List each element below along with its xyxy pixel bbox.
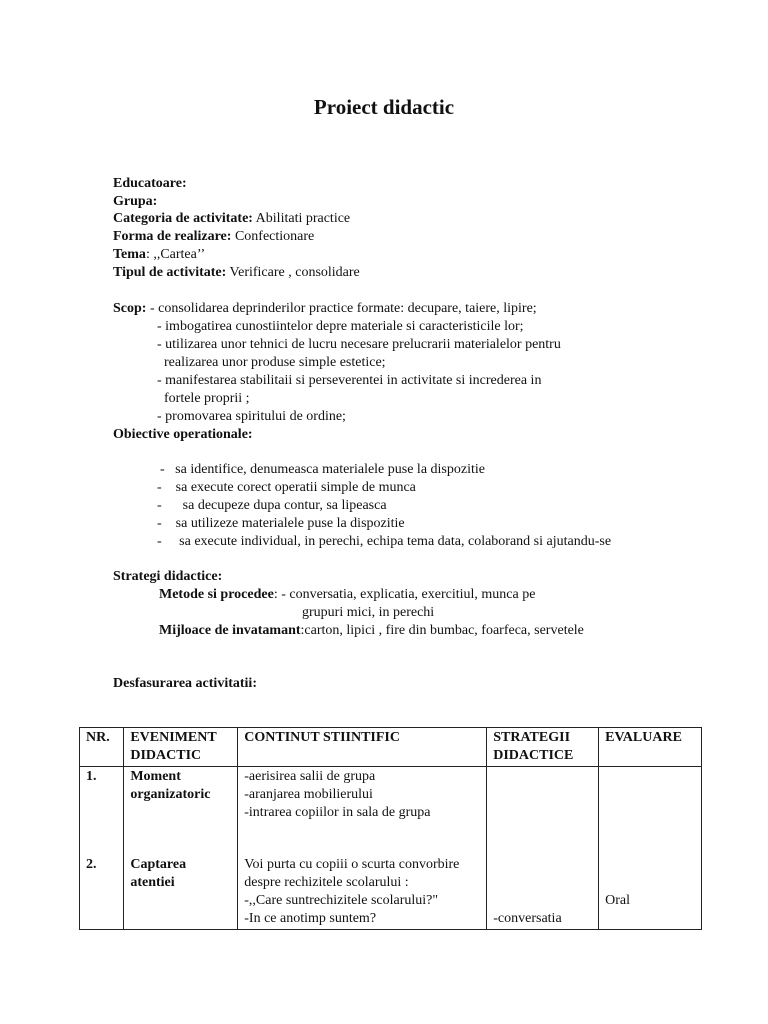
- field-label: Educatoare:: [113, 176, 187, 191]
- field-label: Tema: [113, 247, 146, 262]
- scop-line: - utilizarea unor tehnici de lucru necesare prelucrarii materialelor pentru: [157, 337, 561, 352]
- obiectiv-item: - sa decupeze dupa contur, sa lipeasca: [157, 498, 387, 513]
- mijloace-line: [159, 622, 584, 640]
- obiectiv-item: - sa execute corect operatii simple de munca: [157, 480, 416, 495]
- metode-line-cont: grupuri mici, in perechi: [302, 605, 435, 620]
- document-title: Proiect didactic: [313, 95, 455, 119]
- table-header-row: [80, 728, 702, 767]
- scop-line: [113, 300, 537, 318]
- scop-line: - promovarea spiritului de ordine;: [157, 409, 346, 424]
- row-evaluare: Oral: [599, 767, 702, 930]
- desfasurare-heading: Desfasurarea activitatii:: [113, 676, 257, 691]
- field-value: : ,,Cartea’’: [145, 247, 206, 262]
- obiectiv-item: - sa execute individual, in perechi, echipa tema data, colaborand si ajutandu-se: [157, 534, 612, 549]
- row-nr: 1. 2.: [80, 767, 124, 930]
- obiectiv-item: - sa utilizeze materialele puse la dispozitie: [157, 516, 405, 531]
- scop-line: - manifestarea stabilitaii si perseverentei in activitate si increderea in: [157, 373, 542, 388]
- obiectiv-item: - sa identifice, denumeasca materialele puse la dispozitie: [160, 462, 485, 477]
- field-label: Forma de realizare:: [113, 229, 232, 244]
- scop-line: realizarea unor produse simple estetice;: [164, 355, 386, 370]
- field-value: Confectionare: [231, 229, 315, 244]
- header-strategii: STRATEGII DIDACTICE: [487, 728, 599, 767]
- field-tipul: [113, 264, 360, 282]
- metode-line: [159, 586, 535, 604]
- row-continut: -aerisirea salii de grupa -aranjarea mobilierului -intrarea copiilor in sala de grupa Voi purta cu copiii o scurta convorbire despre rechizitele scolarului : -,,Care suntrechizitele scolarului?" -In ce anotimp suntem?: [238, 767, 487, 930]
- scop-text: - consolidarea deprinderilor practice formate: decupare, taiere, lipire;: [146, 301, 537, 316]
- field-tema: [113, 246, 205, 264]
- table-row: [80, 767, 702, 930]
- field-label: Grupa:: [113, 194, 158, 209]
- activity-table: [79, 727, 702, 930]
- header-eveniment: EVENIMENT DIDACTIC: [124, 728, 238, 767]
- scop-line: fortele proprii ;: [164, 391, 250, 406]
- row-eveniment: Moment organizatoric Captarea atentiei: [124, 767, 238, 930]
- field-label: Tipul de activitate:: [113, 265, 227, 280]
- field-forma: [113, 228, 314, 246]
- metode-value: : - conversatia, explicatia, exercitiul, munca pe: [273, 587, 536, 602]
- header-continut: CONTINUT STIINTIFIC: [238, 728, 487, 767]
- mijloace-label: Mijloace de invatamant: [159, 623, 301, 638]
- scop-line: - imbogatirea cunostiintelor depre materiale si caracteristicile lor;: [157, 319, 524, 334]
- row-strategii: -conversatia: [487, 767, 599, 930]
- header-nr: NR.: [80, 728, 124, 767]
- mijloace-value: :carton, lipici , fire din bumbac, foarfeca, servetele: [300, 623, 584, 638]
- field-educatoare: [113, 175, 187, 193]
- scop-label: Scop:: [113, 301, 147, 316]
- field-label: Categoria de activitate:: [113, 211, 253, 226]
- metode-label: Metode si procedee: [159, 587, 274, 602]
- field-grupa: [113, 193, 157, 211]
- field-value: Abilitati practice: [252, 211, 351, 226]
- obiective-heading: Obiective operationale:: [113, 427, 253, 442]
- field-value: Verificare , consolidare: [226, 265, 360, 280]
- field-categoria: [113, 210, 350, 228]
- strategii-heading: Strategi didactice:: [113, 569, 223, 584]
- header-evaluare: EVALUARE: [599, 728, 702, 767]
